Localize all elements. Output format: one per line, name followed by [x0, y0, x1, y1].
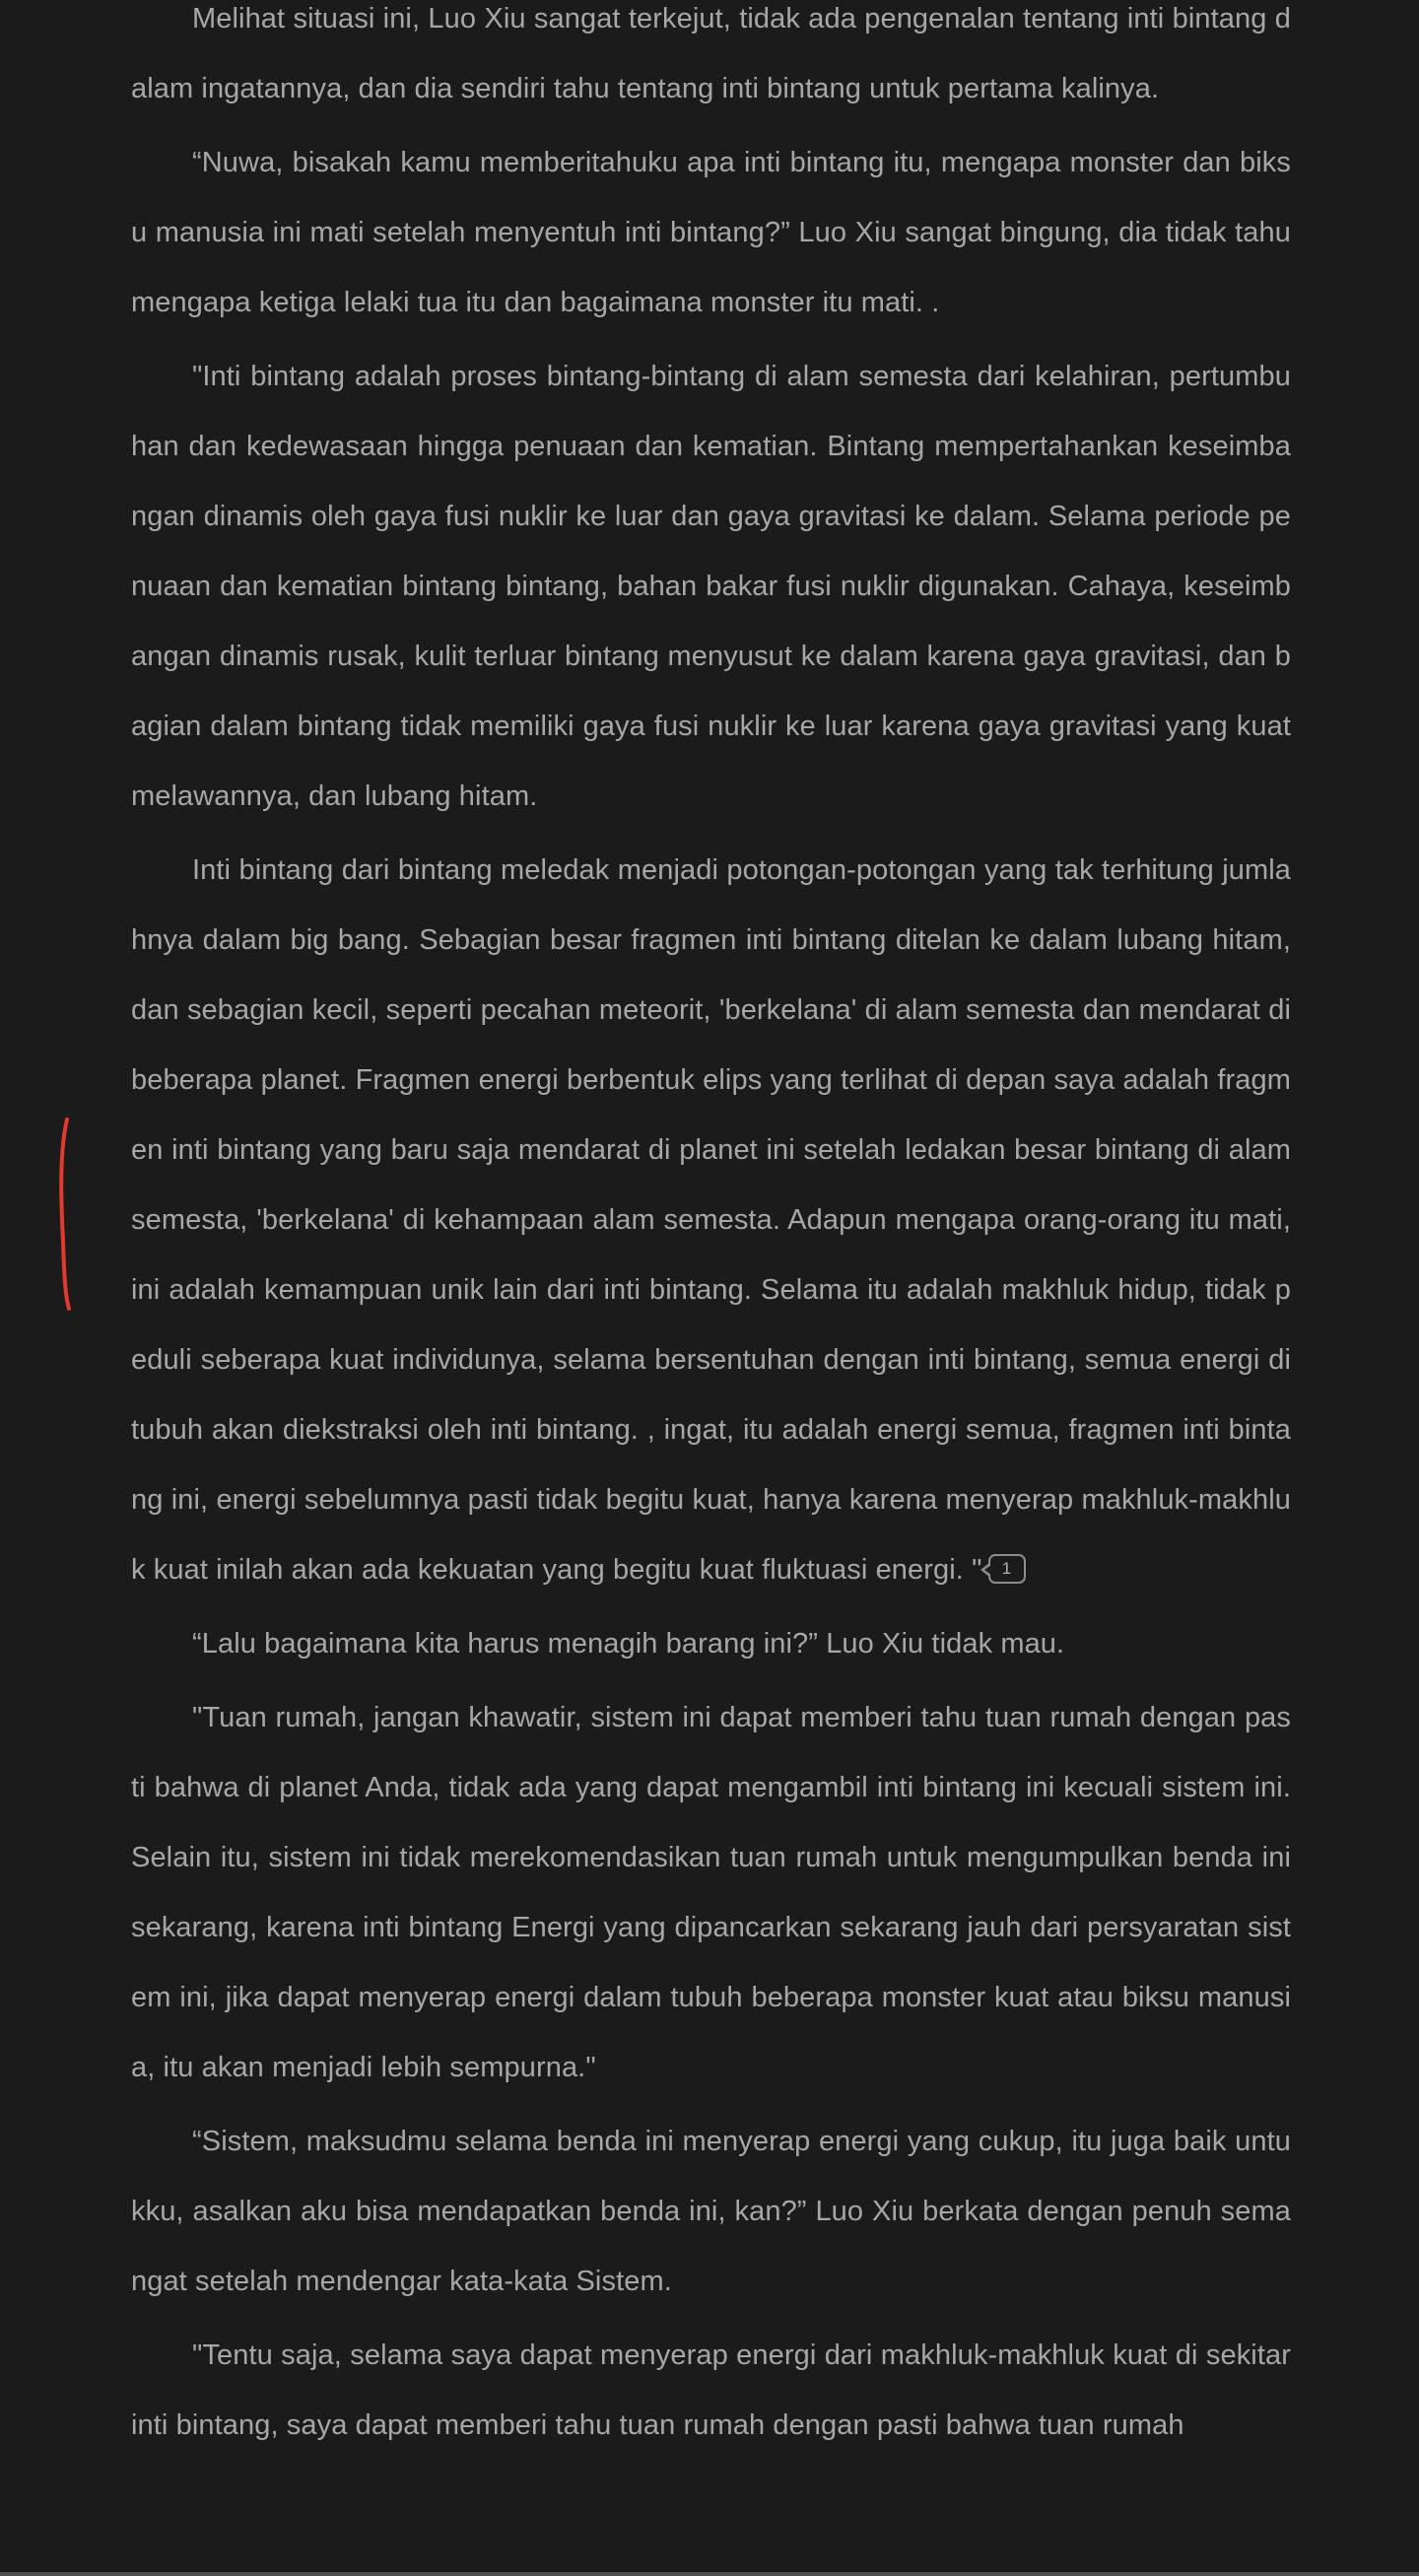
paragraph: Melihat situasi ini, Luo Xiu sangat terkejut, tidak ada pengenalan tentang inti bintang dalam ingatannya, dan dia sendiri tahu tentang inti bintang untuk pertama kalinya.	[131, 3, 1291, 104]
paragraph: “Lalu bagaimana kita harus menagih barang ini?” Luo Xiu tidak mau.	[192, 1628, 1065, 1660]
paragraph: "Tuan rumah, jangan khawatir, sistem ini dapat memberi tahu tuan rumah dengan pasti bahwa di planet Anda, tidak ada yang dapat mengambil inti bintang ini kecuali sistem ini. Selain itu, sistem ini tidak merekomendasikan tuan rumah untuk mengumpulkan benda ini sekarang, karena inti bintang Energi yang dipancarkan sekarang jauh dari persyaratan sistem ini, jika dapat menyerap energi dalam tubuh beberapa monster kuat atau biksu manusia, itu akan menjadi lebih sempurna."	[131, 1702, 1291, 2083]
paragraph: "Tentu saja, selama saya dapat menyerap energi dari makhluk-makhluk kuat di sekitar inti bintang, saya dapat memberi tahu tuan rumah dengan pasti bahwa tuan rumah	[131, 2339, 1291, 2441]
paragraph-text: Inti bintang dari bintang meledak menjadi potongan-potongan yang tak terhitung jumlahnya dalam big bang. Sebagian besar fragmen inti bintang ditelan ke dalam lubang hitam, dan sebagian kecil, seperti pecahan meteorit, 'berkelana' di alam semesta dan mendarat di beberapa planet. Fragmen energi berbentuk elips yang terlihat di depan saya adalah fragmen inti bintang yang baru saja mendarat di planet ini setelah ledakan besar bintang di alam semesta, 'berkelana' di kehampaan alam semesta. Adapun mengapa orang-orang itu mati, ini adalah kemampuan unik lain dari inti bintang. Selama itu adalah makhluk hidup, tidak peduli seberapa kuat individunya, selama bersentuhan dengan inti bintang, semua energi di tubuh akan diekstraksi oleh inti bintang. , ingat, itu adalah energi semua, fragmen inti bintang ini, energi sebelumnya pasti tidak begitu kuat, hanya karena menyerap makhluk-makhluk kuat inilah akan ada kekuatan yang begitu kuat fluktuasi energi. "	[131, 854, 1291, 1586]
handwritten-annotation-mark	[51, 1114, 81, 1316]
chapter-content	[131, 0, 1291, 2465]
paragraph: "Inti bintang adalah proses bintang-bintang di alam semesta dari kelahiran, pertumbuhan dan kedewasaan hingga penuaan dan kematian. Bintang mempertahankan keseimbangan dinamis oleh gaya fusi nuklir ke luar dan gaya gravitasi ke dalam. Selama periode penuaan dan kematian bintang bintang, bahan bakar fusi nuklir digunakan. Cahaya, keseimbangan dinamis rusak, kulit terluar bintang menyusut ke dalam karena gaya gravitasi, dan bagian dalam bintang tidak memiliki gaya fusi nuklir ke luar karena gaya gravitasi yang kuat melawannya, dan lubang hitam.	[131, 361, 1291, 812]
paragraph-comment-badge[interactable]	[988, 1554, 1026, 1584]
paragraph-with-comment	[131, 836, 1291, 1605]
paragraph: “Nuwa, bisakah kamu memberitahuku apa inti bintang itu, mengapa monster dan biksu manusia ini mati setelah menyentuh inti bintang?” Luo Xiu sangat bingung, dia tidak tahu mengapa ketiga lelaki tua itu dan bagaimana monster itu mati. .	[131, 147, 1291, 318]
paragraph: “Sistem, maksudmu selama benda ini menyerap energi yang cukup, itu juga baik untukku, asalkan aku bisa mendapatkan benda ini, kan?” Luo Xiu berkata dengan penuh semangat setelah mendengar kata-kata Sistem.	[131, 2126, 1291, 2297]
annotation-stroke	[61, 1119, 69, 1309]
comment-count: 1	[1001, 1559, 1012, 1579]
bottom-border	[0, 2572, 1419, 2576]
